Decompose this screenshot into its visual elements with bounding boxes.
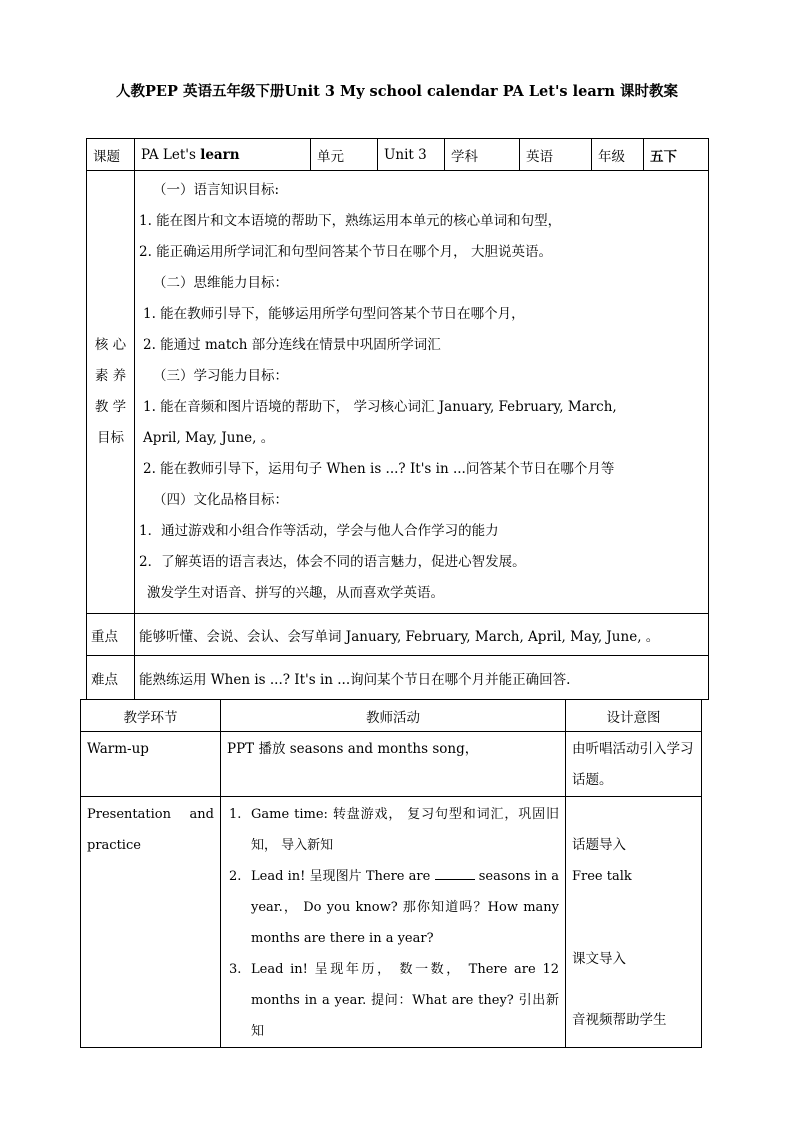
list-item: 3. Lead in! 呈现年历， 数一数， There are 12 months in a year. 提问：What are they? 引出新知 [229,962,559,1039]
header-stage: 教学环节 [81,700,221,732]
goal-item: 激发学生对语音、拼写的兴趣，从而喜欢学英语。 [147,585,444,601]
presentation-row [81,797,702,1048]
goal-item: 2. 能通过 match 部分连线在情景中巩固所学词汇 [143,337,441,353]
presentation-stage: Presentation and practice [81,797,221,1048]
goal-item: 1．通过游戏和小组合作等活动，学会与他人合作学习的能力 [139,523,499,539]
goal-heading: （三）学习能力目标： [153,368,288,384]
goal-item: 2. 能正确运用所学词汇和句型问答某个节日在哪个月， 大胆说英语。 [139,244,552,260]
grade-label: 年级 [592,139,644,171]
goals-content [135,171,709,614]
header-activity: 教师活动 [221,700,566,732]
presentation-activity [221,797,566,1048]
warmup-intent: 由听唱活动引入学习话题。 [566,732,702,797]
list-item: 1. Game time: 转盘游戏， 复习句型和词汇，巩固旧知， 导入新知 [229,807,559,853]
key-point-text: 能够听懂、会说、会认、会写单词 January, February, March, April, May, June, 。 [135,614,709,656]
goal-item: April, May, June, 。 [143,430,275,446]
grade-value: 五下 [644,139,709,171]
key-point-label: 重点 [87,614,135,656]
goal-item: 1. 能在教师引导下，能够运用所学句型问答某个节日在哪个月， [143,306,525,322]
header-intent: 设计意图 [566,700,702,732]
goal-item: 2．了解英语的语言表达，体会不同的语言魅力，促进心智发展。 [139,554,526,570]
warmup-stage: Warm-up [81,732,221,797]
process-header-row [81,700,702,732]
goal-heading: （二）思维能力目标： [153,275,288,291]
warmup-activity: PPT 播放 seasons and months song， [221,732,566,797]
page-title: 人教PEP 英语五年级下册Unit 3 My school calendar PA Let's learn 课时教案 [116,83,678,100]
goal-item: 2. 能在教师引导下，运用句子 When is ...? It's in ...问答某个节日在哪个月等 [143,461,615,477]
goal-item: 1. 能在音频和图片语境的帮助下， 学习核心词汇 January, February, March, [143,399,617,415]
teaching-process-table [80,699,702,1048]
goal-item: 1. 能在图片和文本语境的帮助下，熟练运用本单元的核心单词和句型， [139,213,562,229]
goals-row [87,171,709,614]
goal-heading: （一）语言知识目标: [153,182,280,198]
difficulty-row [87,656,709,700]
goals-label: 核 心 素 养 教 学 目标 [87,171,135,614]
goal-heading: （四）文化品格目标： [153,492,288,508]
unit-value: Unit 3 [378,139,445,171]
subject-value: 英语 [520,139,592,171]
unit-label: 单元 [311,139,378,171]
list-item: 2. Lead in! 呈现图片 There are seasons in a year.， Do you know? 那你知道吗？How many months are there in a year? [229,869,560,946]
difficulty-label: 难点 [87,656,135,700]
topic-value: PA Let's learn [135,139,311,171]
warmup-row [81,732,702,797]
topic-label: 课题 [87,139,135,171]
subject-label: 学科 [445,139,520,171]
key-point-row [87,614,709,656]
fill-in-blank [435,867,475,880]
presentation-intent: 话题导入 Free talk 课文导入 音视频帮助学生 [566,797,702,1048]
lesson-info-table [86,138,709,700]
info-row [87,139,709,171]
difficulty-text: 能熟练运用 When is ...? It's in ...询问某个节日在哪个月并能正确回答. [135,656,709,700]
